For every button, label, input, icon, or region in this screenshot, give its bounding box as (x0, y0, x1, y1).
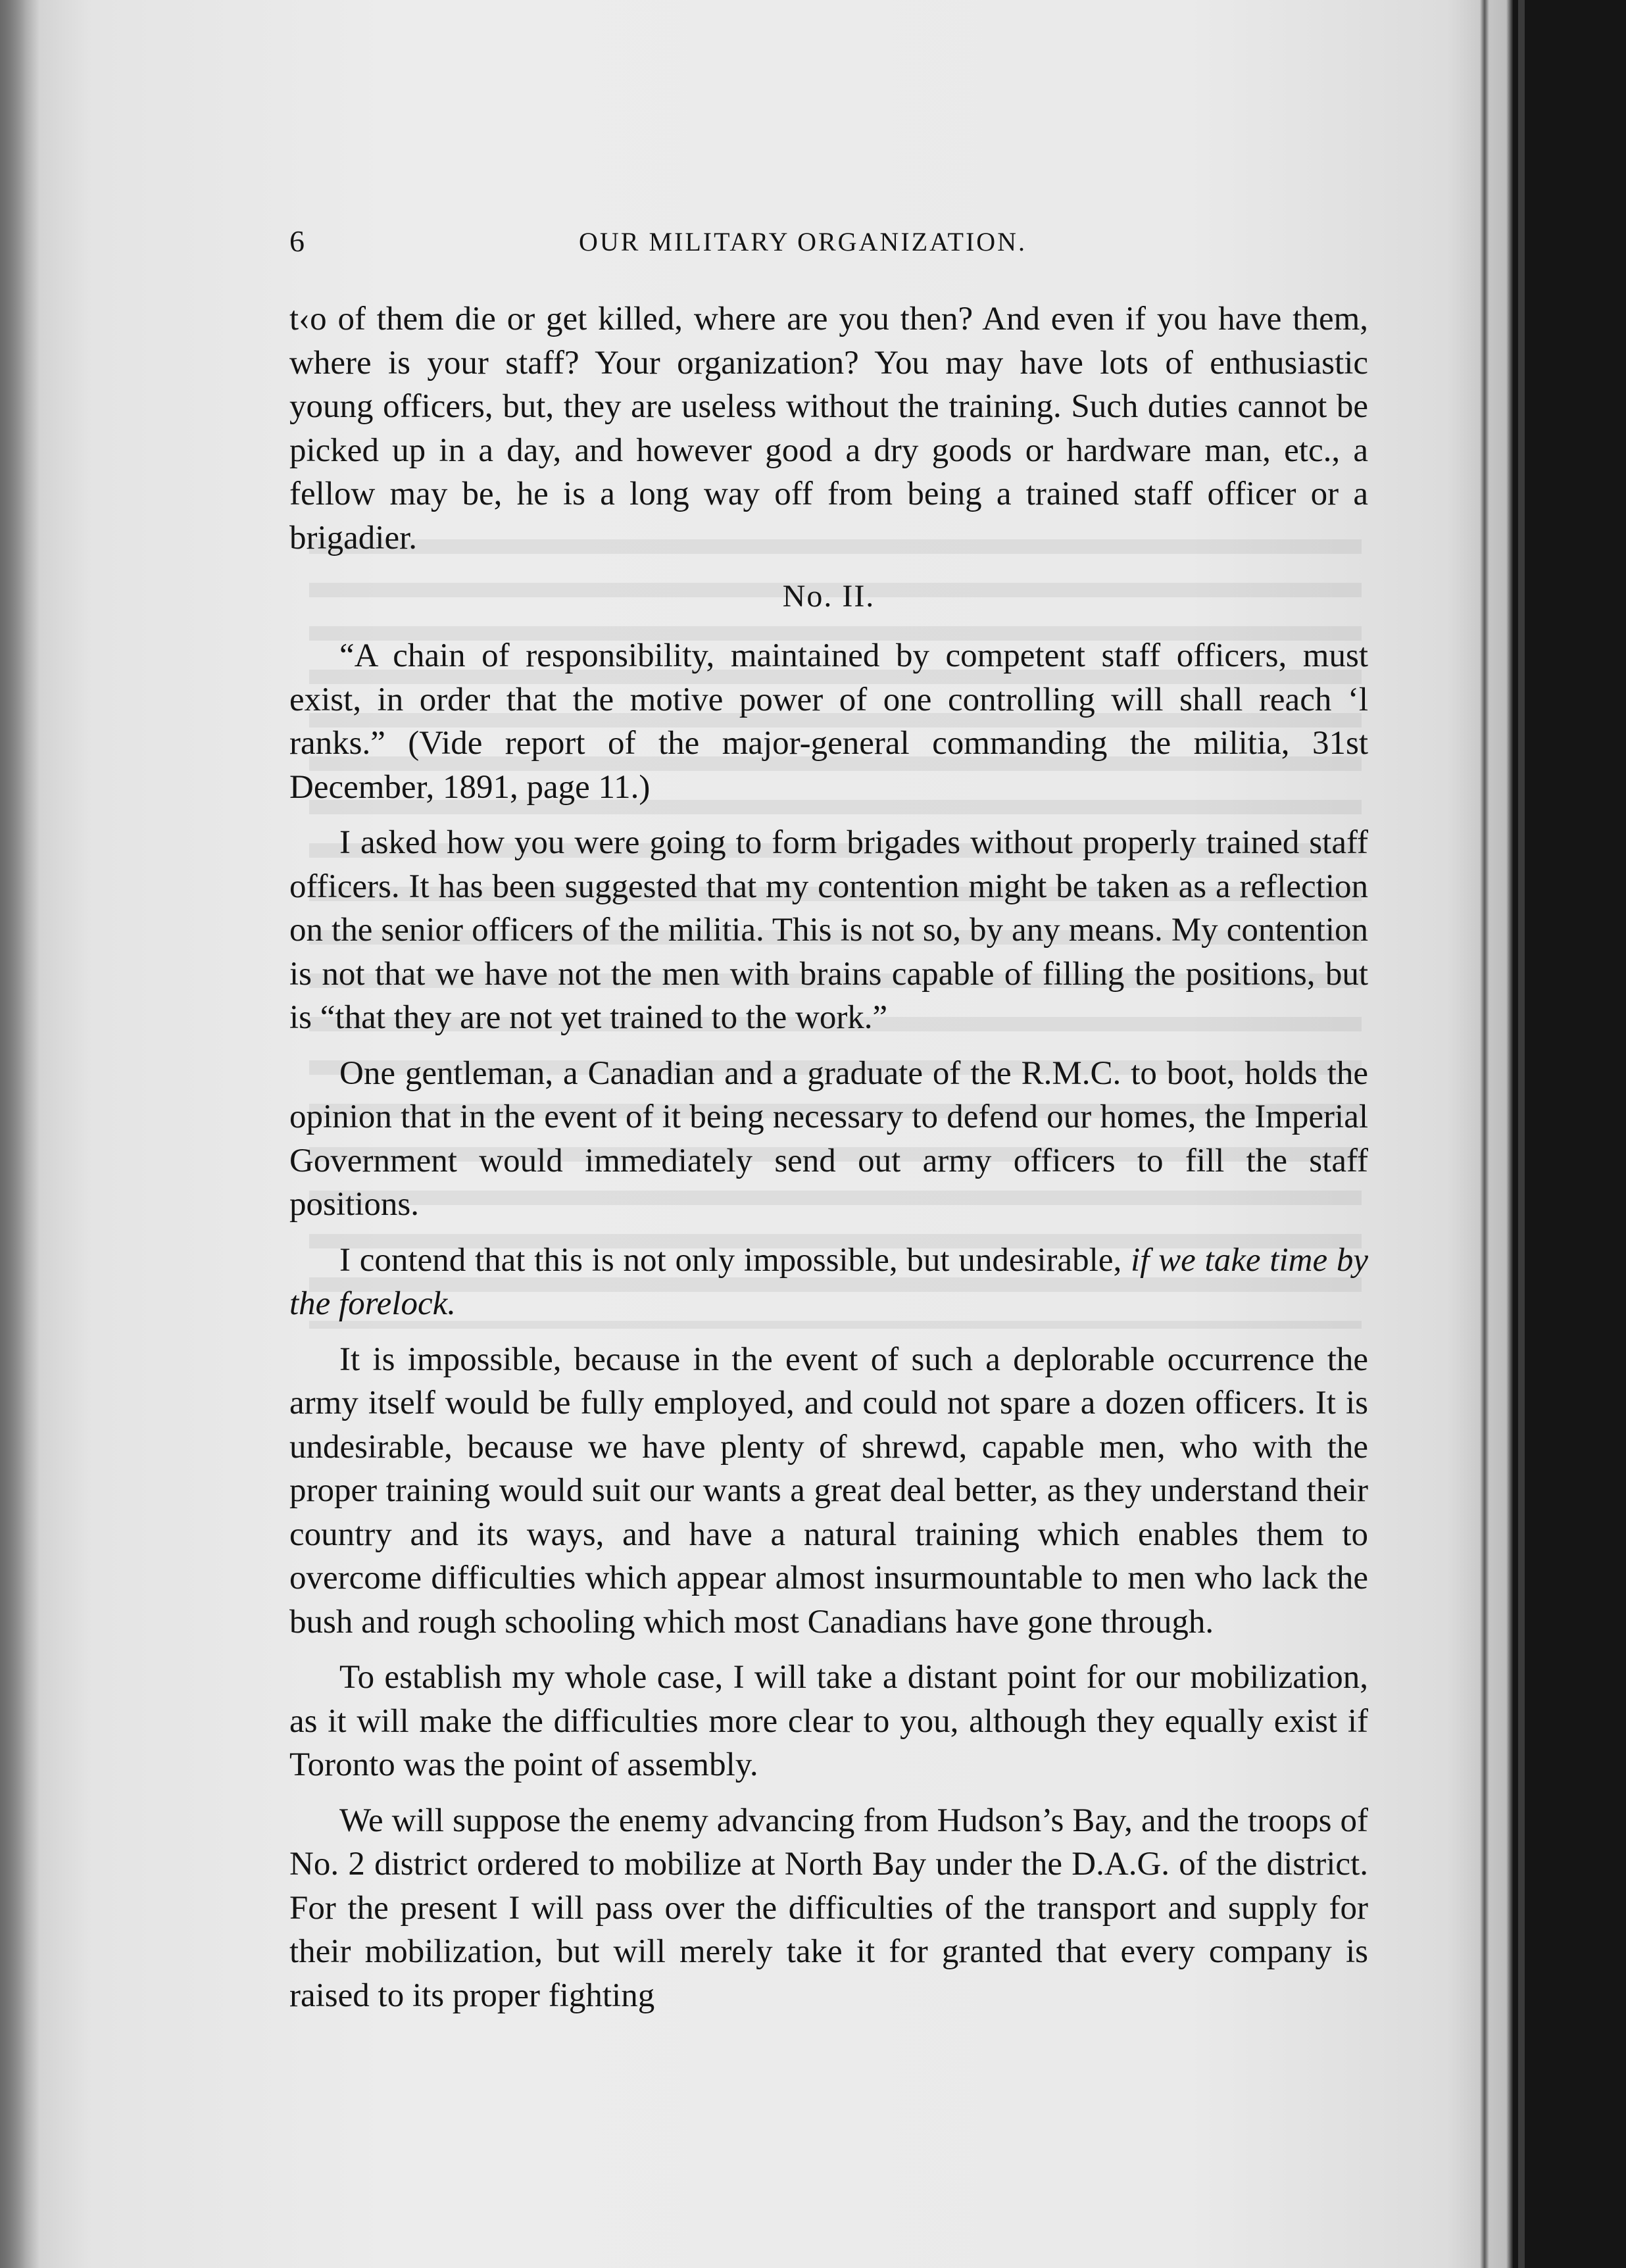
page-content (289, 224, 1368, 2029)
section-heading: No. II. (782, 579, 875, 614)
paragraph (289, 1656, 1368, 1787)
paragraph (289, 1338, 1368, 1644)
paragraph-text: It is impossible, because in the event of such a deplorable occurrence the army itself would be fully employed, and could not spare a dozen officers. It is undesirable, because we have plenty of shrewd, capable men, who with the proper training would suit our wants a great deal better, as they understand their country and its ways, and have a natural training which enables them to overcome difficulties which appear almost insurmountable to men who lack the bush and rough schooling which most Canadians have gone through. (289, 1341, 1368, 1640)
paragraph (289, 1239, 1368, 1326)
paragraph-text: t‹o of them die or get killed, where are you then? And even if you have them, where is your staff? Your organization? You may have lots of enthusiastic young officers, but, they are useless without the training. Such duties cannot be picked up in a day, and however good a dry goods or hardware man, etc., a fellow may be, he is a long way off from being a trained staff officer or a brigadier. (289, 301, 1368, 556)
paragraph-text: I asked how you were going to form brigades without properly trained staff officers. It has been suggested that my contention might be taken as a reflection on the senior officers of the militia. This is not so, by any means. My contention is not that we have not the men with brains capable of filling the positions, but is “that they are not yet trained to the work.” (289, 824, 1368, 1036)
paragraph (289, 821, 1368, 1040)
paragraph (289, 634, 1368, 809)
paragraph-text: I contend that this is not only impossible, but undesirable, (339, 1241, 1131, 1279)
paragraph-text: We will suppose the enemy advancing from Hudson’s Bay, and the troops of No. 2 district ordered to mobilize at North Bay under the D.A.G. of the district. For the present I will pass over the difficulties of the transport and supply for their mobilization, but will merely take it for granted that every company is raised to its proper fighting (289, 1802, 1368, 2014)
dark-margin-strip (1513, 0, 1626, 2268)
adjacent-page-edge (1518, 0, 1525, 2268)
page-edge (1480, 0, 1489, 2268)
page-number: 6 (289, 224, 305, 258)
paragraph (289, 1799, 1368, 2018)
paragraph-text: “A chain of responsibility, maintained by competent staff officers, must exist, in order that the motive power of one controlling will shall reach ‘l ranks.” (Vide report of the major-general commanding the militia, 31st December, 1891, page 11.) (289, 637, 1368, 806)
paragraph (289, 1052, 1368, 1227)
paragraph (289, 297, 1368, 560)
italic-text: if we take time by the forelock. (289, 1241, 1368, 1322)
paragraph-text: To establish my whole case, I will take a distant point for our mobilization, as it will make the difficulties more clear to you, although they equally exist if Toronto was the point of assembly. (289, 1659, 1368, 1783)
binding-shadow (0, 0, 39, 2268)
running-title: OUR MILITARY ORGANIZATION. (579, 227, 1027, 257)
body-text (289, 297, 1368, 2017)
paragraph-text: One gentleman, a Canadian and a graduate of the R.M.C. to boot, holds the opinion that in the event of it being necessary to defend our homes, the Imperial Government would immediately send out army officers to fill the staff positions. (289, 1054, 1368, 1223)
running-head (289, 224, 1368, 263)
